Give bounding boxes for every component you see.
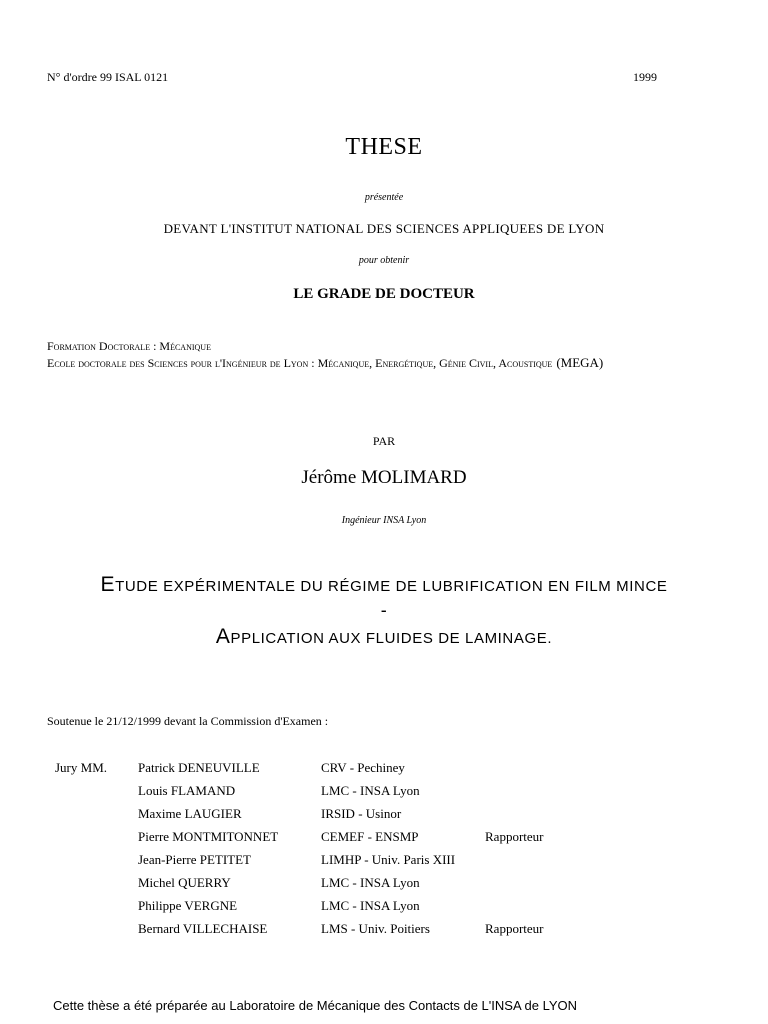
author-name: Jérôme MOLIMARD [301,467,467,488]
author-title: Ingénieur INSA Lyon [341,515,427,526]
jury-member-name: Louis FLAMAND [138,783,236,798]
institution: DEVANT L'INSTITUT NATIONAL DES SCIENCES APPLIQUEES DE LYON [163,221,605,236]
jury-member-affiliation: LMC - INSA Lyon [321,875,420,890]
jury-member-role: Rapporteur [485,921,544,936]
title-line1-rest: TUDE EXPÉRIMENTALE DU RÉGIME DE LUBRIFICATION EN FILM MINCE [115,578,668,595]
title-separator: - [380,600,388,620]
jury-member-affiliation: LMC - INSA Lyon [321,898,420,913]
jury-member-name: Patrick DENEUVILLE [138,760,260,775]
defense-statement: Soutenue le 21/12/1999 devant la Commission d'Examen : [47,714,329,728]
jury-row [55,898,675,916]
title-line2-cap: A [215,625,231,648]
jury-label: Jury MM. [55,760,108,775]
by-label: PAR [372,434,396,448]
jury-row [55,806,675,824]
presented-text: présentée [364,192,404,203]
jury-member-affiliation: CRV - Pechiney [321,760,405,775]
jury-row [55,875,675,893]
year: 1999 [633,70,657,84]
thesis-label: THESE [345,134,423,160]
jury-member-role: Rapporteur [485,829,544,844]
doctoral-school-acronym: (MEGA) [556,355,604,370]
jury-member-name: Jean-Pierre PETITET [138,852,251,867]
formation-doctorale: Formation Doctorale : Mécanique [47,339,211,353]
jury-row [55,921,675,939]
jury-member-name: Pierre MONTMITONNET [138,829,279,844]
title-line2-rest: PPLICATION AUX FLUIDES DE LAMINAGE. [230,630,553,647]
to-obtain-text: pour obtenir [358,255,410,266]
jury-member-name: Philippe VERGNE [138,898,238,913]
jury-member-name: Maxime LAUGIER [138,806,242,821]
jury-member-name: Bernard VILLECHAISE [138,921,268,936]
jury-row [55,852,675,870]
order-number: N° d'ordre 99 ISAL 0121 [47,70,169,84]
jury-row [55,760,675,778]
jury-member-affiliation: LMS - Univ. Poitiers [321,921,430,936]
doctoral-school-line [47,354,603,372]
jury-member-affiliation: IRSID - Usinor [321,806,402,821]
title-line1-cap: E [100,573,116,596]
thesis-title-line2 [0,625,768,649]
thesis-title-line1 [0,573,768,597]
grade-title: LE GRADE DE DOCTEUR [293,286,475,302]
jury-row [55,783,675,801]
jury-member-affiliation: LIMHP - Univ. Paris XIII [321,852,456,867]
jury-member-affiliation: LMC - INSA Lyon [321,783,420,798]
jury-row [55,829,675,847]
preparation-note: Cette thèse a été préparée au Laboratoire de Mécanique des Contacts de L'INSA de LYON [53,998,578,1013]
doctoral-school: Ecole doctorale des Sciences pour l'Ingénieur de Lyon : Mécanique, Energétique, Génie Civil, Acoustique [47,356,553,370]
jury-member-name: Michel QUERRY [138,875,231,890]
jury-member-affiliation: CEMEF - ENSMP [321,829,419,844]
